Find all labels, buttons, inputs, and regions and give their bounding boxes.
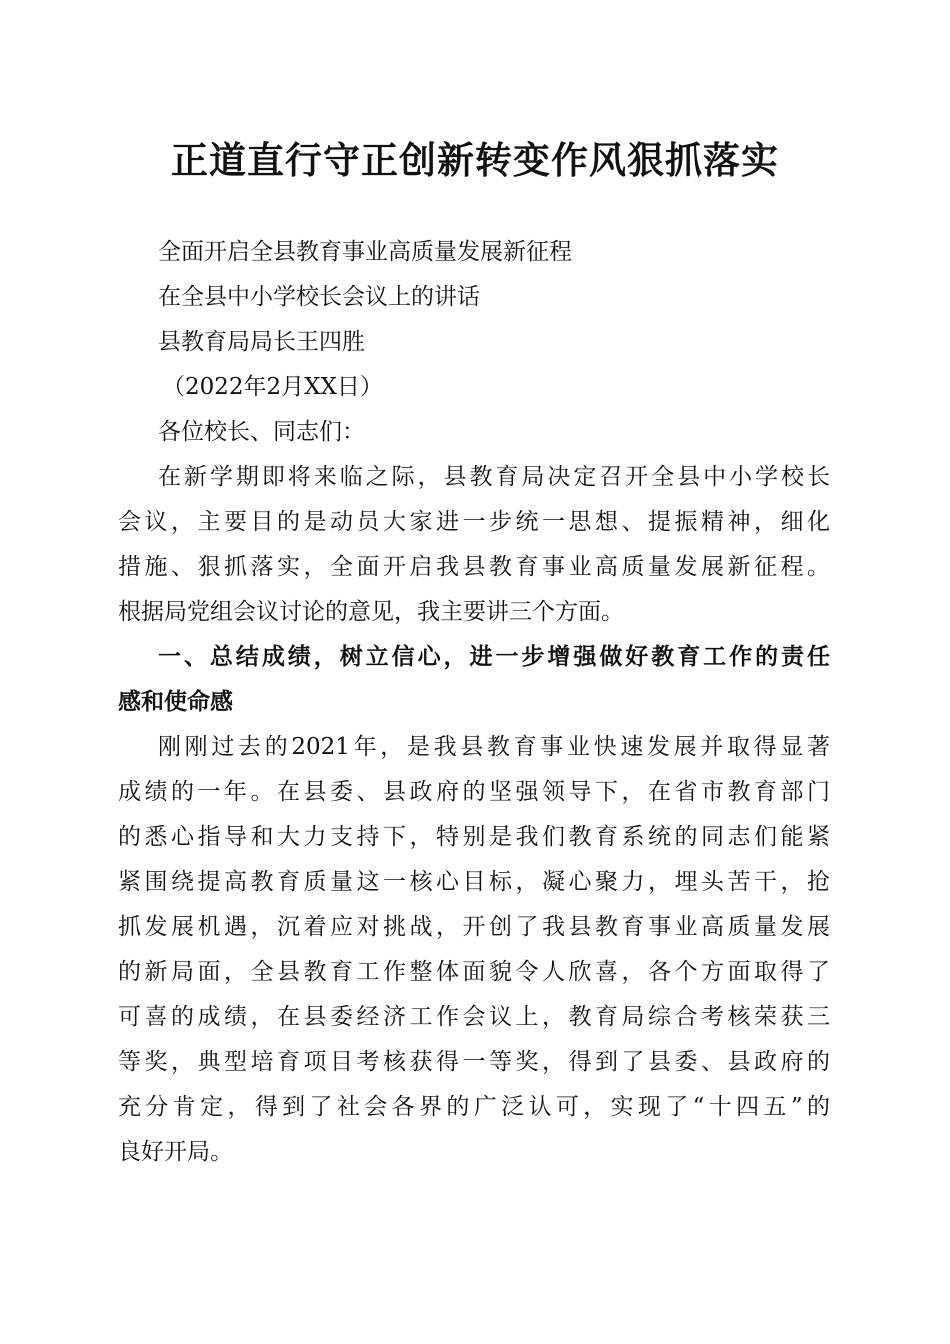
paragraph-line: 成绩的一年。在县委、县政府的坚强领导下，在省市教育部门 [118, 779, 830, 805]
paragraph-line: 会议，主要目的是动员大家进一步统一思想、提振精神，细化 [118, 509, 830, 535]
document-title: 正道直行守正创新转变作风狠抓落实 [171, 138, 779, 182]
paragraph-line: 的悉心指导和大力支持下，特别是我们教育系统的同志们能紧 [118, 824, 830, 850]
paragraph-line: 抓发展机遇，沉着应对挑战，开创了我县教育事业高质量发展 [118, 914, 830, 940]
paragraph-line: 的新局面，全县教育工作整体面貌令人欣喜，各个方面取得了 [118, 959, 830, 985]
date-line: （2022年2月XX日） [162, 374, 383, 400]
paragraph-line: 在新学期即将来临之际，县教育局决定召开全县中小学校长 [158, 464, 830, 490]
paragraph-line: 等奖，典型培育项目考核获得一等奖，得到了县委、县政府的 [118, 1049, 830, 1075]
subtitle-line: 在全县中小学校长会议上的讲话 [158, 284, 480, 310]
paragraph-line: 可喜的成绩，在县委经济工作会议上，教育局综合考核荣获三 [118, 1004, 830, 1030]
paragraph-line: 紧围绕提高教育质量这一核心目标，凝心聚力，埋头苦干，抢 [118, 869, 830, 895]
paragraph-line: 措施、狠抓落实，全面开启我县教育事业高质量发展新征程。 [118, 554, 830, 580]
paragraph-line: 良好开局。 [118, 1139, 233, 1165]
document-body [118, 230, 830, 1175]
subtitle-line: 全面开启全县教育事业高质量发展新征程 [158, 239, 572, 265]
salutation-line: 各位校长、同志们： [158, 419, 365, 445]
paragraph-line: 刚刚过去的2021年，是我县教育事业快速发展并取得显著 [158, 734, 830, 760]
paragraph-line: 根据局党组会议讨论的意见，我主要讲三个方面。 [118, 599, 624, 625]
speaker-line: 县教育局局长王四胜 [158, 329, 365, 355]
section-heading-line: 感和使命感 [118, 689, 233, 715]
paragraph-line: 充分肯定，得到了社会各界的广泛认可，实现了“十四五”的 [118, 1094, 830, 1120]
section-heading-line: 一、总结成绩，树立信心，进一步增强做好教育工作的责任 [158, 644, 830, 670]
